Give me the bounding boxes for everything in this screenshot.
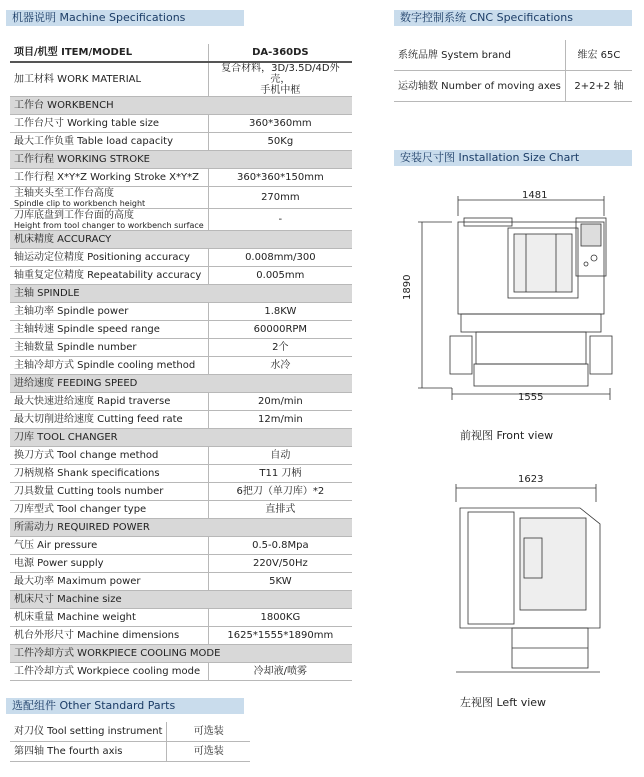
spec-category-row (10, 429, 352, 447)
spec-label-text: 换刀方式 Tool change method (14, 450, 159, 461)
spec-category-label: 主轴 SPINDLE (10, 285, 352, 303)
spec-label (10, 115, 208, 133)
spec-row (10, 62, 352, 97)
spec-row (10, 447, 352, 465)
spec-value: 复合材料，3D/3.5D/4D外壳， 手机中框 (208, 62, 352, 97)
spec-row (10, 627, 352, 645)
spec-value: 60000RPM (208, 321, 352, 339)
spec-label-text: 主轴功率 Spindle power (14, 306, 129, 317)
spec-category-label: 机床尺寸 Machine size (10, 591, 352, 609)
cnc-section-title: 数字控制系统 CNC Specifications (394, 10, 632, 26)
spec-value: 220V/50Hz (208, 555, 352, 573)
spec-value: 直排式 (208, 501, 352, 519)
spec-row (10, 501, 352, 519)
other-parts-row-label: 对刀仪 Tool setting instrument (10, 722, 167, 742)
spec-row (10, 249, 352, 267)
spec-value: 1625*1555*1890mm (208, 627, 352, 645)
spec-label-text: 加工材料 WORK MATERIAL (14, 74, 142, 85)
spec-label (10, 411, 208, 429)
left-width-top: 1623 (518, 474, 544, 485)
spec-category-row (10, 151, 352, 169)
spec-row (10, 465, 352, 483)
spec-category-row (10, 375, 352, 393)
spec-value: 270mm (208, 187, 352, 209)
spec-category-label: 刀库 TOOL CHANGER (10, 429, 352, 447)
spec-label (10, 357, 208, 375)
spec-row (10, 411, 352, 429)
spec-value: 6把刀（单刀库）*2 (208, 483, 352, 501)
spec-value: 0.008mm/300 (208, 249, 352, 267)
spec-label (10, 501, 208, 519)
spec-value: 12m/min (208, 411, 352, 429)
spec-label-text: 最大快速进给速度 Rapid traverse (14, 396, 171, 407)
spec-row (10, 483, 352, 501)
spec-category-label: 所需动力 REQUIRED POWER (10, 519, 352, 537)
front-view-caption: 前视图 Front view (460, 429, 554, 442)
cnc-table (394, 40, 632, 102)
other-parts-row-label: 第四轴 The fourth axis (10, 742, 167, 762)
spec-category-row (10, 645, 352, 663)
spec-label-text: 最大切削进给速度 Cutting feed rate (14, 414, 183, 425)
spec-category-label: 工作台 WORKBENCH (10, 97, 352, 115)
front-width-bottom: 1555 (518, 392, 544, 403)
spec-value: 0.5-0.8Mpa (208, 537, 352, 555)
other-parts-table (10, 722, 250, 762)
spec-category-label: 工件冷却方式 WORKPIECE COOLING MODE (10, 645, 352, 663)
spec-header-row (10, 44, 352, 62)
cnc-row (394, 40, 632, 71)
spec-row (10, 663, 352, 681)
spec-category-label: 机床精度 ACCURACY (10, 231, 352, 249)
spec-label-text: 工件冷却方式 Workpiece cooling mode (14, 666, 201, 677)
spec-row (10, 393, 352, 411)
spec-label-text: 刀具数量 Cutting tools number (14, 486, 164, 497)
spec-label-text: 轴运动定位精度 Positioning accuracy (14, 252, 190, 263)
spec-label (10, 133, 208, 151)
spec-row (10, 609, 352, 627)
spec-label-text: 电源 Power supply (14, 558, 104, 569)
spec-label-text: 最大工作负重 Table load capacity (14, 136, 173, 147)
spec-label (10, 393, 208, 411)
spec-label-text: 轴重复定位精度 Repeatability accuracy (14, 270, 202, 281)
spec-row (10, 573, 352, 591)
spec-value: 5KW (208, 573, 352, 591)
other-parts-row-value: 可选装 (167, 742, 250, 762)
cnc-row-label: 运动轴数 Number of moving axes (394, 71, 565, 102)
spec-label-text: 刀库型式 Tool changer type (14, 504, 147, 515)
cnc-row (394, 71, 632, 102)
spec-label (10, 573, 208, 591)
other-parts-row-value: 可选装 (167, 722, 250, 742)
spec-label-text: 机床重量 Machine weight (14, 612, 136, 623)
spec-value: T11 刀柄 (208, 465, 352, 483)
other-parts-row (10, 742, 250, 762)
spec-header-model: DA-360DS (208, 44, 352, 62)
front-view-drawing (416, 188, 626, 408)
spec-label-subtext: Height from tool changer to workbench surface (14, 220, 204, 230)
spec-row (10, 187, 352, 209)
spec-row (10, 267, 352, 285)
spec-category-label: 工作行程 WORKING STROKE (10, 151, 352, 169)
spec-category-row (10, 97, 352, 115)
spec-label (10, 339, 208, 357)
spec-value: 360*360*150mm (208, 169, 352, 187)
spec-label (10, 663, 208, 681)
spec-label-subtext: Spindle clip to workbench height (14, 198, 146, 208)
spec-value: 2个 (208, 339, 352, 357)
left-view-caption: 左视图 Left view (460, 696, 547, 709)
spec-label (10, 447, 208, 465)
spec-section-title: 机器说明 Machine Specifications (6, 10, 244, 26)
spec-label-text: 工作台尺寸 Working table size (14, 118, 160, 129)
spec-label (10, 555, 208, 573)
spec-row (10, 321, 352, 339)
spec-label (10, 249, 208, 267)
spec-value: 1800KG (208, 609, 352, 627)
spec-label (10, 303, 208, 321)
spec-category-row (10, 519, 352, 537)
spec-label-text: 主轴转速 Spindle speed range (14, 324, 160, 335)
spec-value: 1.8KW (208, 303, 352, 321)
other-parts-row (10, 722, 250, 742)
spec-header-label: 项目/机型 ITEM/MODEL (10, 44, 208, 62)
spec-label (10, 187, 208, 209)
spec-label (10, 169, 208, 187)
spec-label (10, 627, 208, 645)
spec-category-row (10, 285, 352, 303)
spec-label (10, 321, 208, 339)
spec-value: 20m/min (208, 393, 352, 411)
spec-value: 冷却液/喷雾 (208, 663, 352, 681)
front-width-top: 1481 (522, 190, 548, 201)
cnc-row-value: 2+2+2 轴 (565, 71, 632, 102)
spec-label-text: 气压 Air pressure (14, 540, 98, 551)
spec-label (10, 537, 208, 555)
spec-label-text: 主轴数量 Spindle number (14, 342, 137, 353)
spec-row (10, 357, 352, 375)
spec-row (10, 169, 352, 187)
spec-table (10, 44, 352, 681)
spec-label (10, 483, 208, 501)
spec-row (10, 555, 352, 573)
spec-label-text: 最大功率 Maximum power (14, 576, 141, 587)
spec-value: 自动 (208, 447, 352, 465)
spec-label (10, 465, 208, 483)
spec-label (10, 609, 208, 627)
spec-label (10, 267, 208, 285)
spec-value: 水冷 (208, 357, 352, 375)
spec-label (10, 62, 208, 97)
spec-label-text: 刀柄规格 Shank specifications (14, 468, 160, 479)
spec-label-text: 刀库底盘到工作台面的高度 (14, 209, 134, 221)
left-view-drawing (440, 478, 640, 678)
front-height: 1890 (402, 274, 413, 300)
spec-value: - (208, 209, 352, 231)
spec-row (10, 303, 352, 321)
spec-value: 50Kg (208, 133, 352, 151)
spec-label-text: 主轴冷却方式 Spindle cooling method (14, 360, 196, 371)
spec-row (10, 339, 352, 357)
spec-category-label: 进给速度 FEEDING SPEED (10, 375, 352, 393)
spec-label-text: 机台外形尺寸 Machine dimensions (14, 630, 180, 641)
spec-label (10, 209, 208, 231)
spec-row (10, 133, 352, 151)
spec-row (10, 537, 352, 555)
spec-value: 360*360mm (208, 115, 352, 133)
cnc-row-value: 维宏 65C (565, 40, 632, 71)
spec-label-text: 工作行程 X*Y*Z Working Stroke X*Y*Z (14, 172, 199, 183)
spec-category-row (10, 591, 352, 609)
spec-category-row (10, 231, 352, 249)
other-parts-title: 选配组件 Other Standard Parts (6, 698, 244, 714)
install-chart-title: 安装尺寸图 Installation Size Chart (394, 150, 632, 166)
spec-value: 0.005mm (208, 267, 352, 285)
cnc-row-label: 系统品牌 System brand (394, 40, 565, 71)
spec-label-text: 主轴夹头至工作台高度 (14, 187, 114, 199)
spec-row (10, 209, 352, 231)
spec-row (10, 115, 352, 133)
